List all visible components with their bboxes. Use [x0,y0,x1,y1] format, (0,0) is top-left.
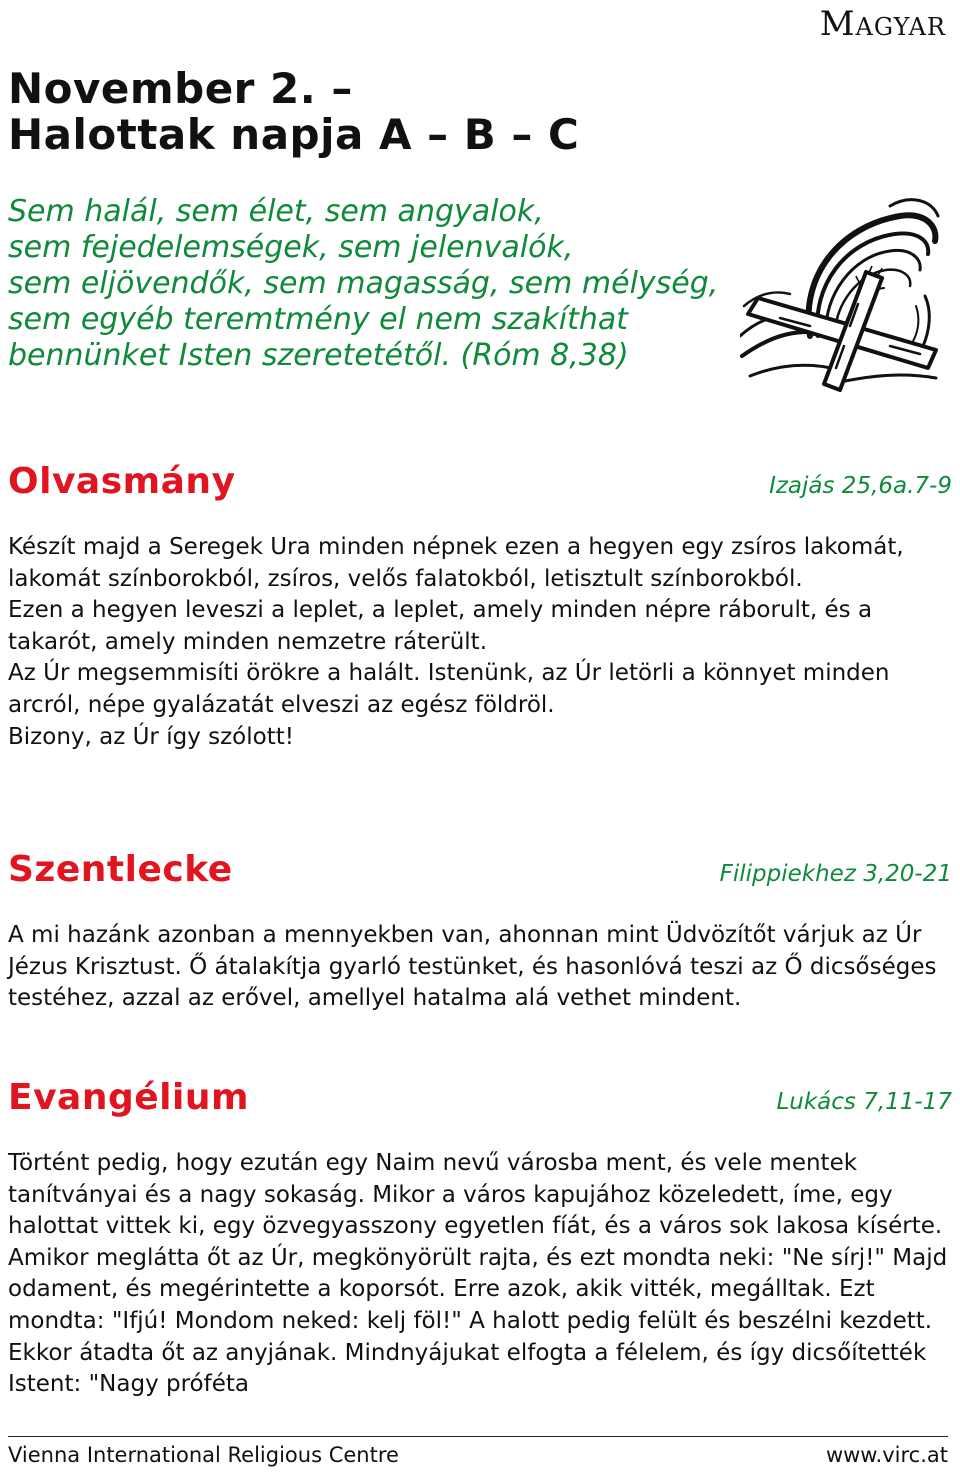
gospel-text [8,1148,952,1401]
reading-paragraph: Ezen a hegyen leveszi a leplet, a leplet, amely minden népre ráborult, és a takarót, amely minden nemzetre ráterült. [8,597,873,655]
footer-website-link[interactable]: www.virc.at [825,1443,948,1467]
epistle-paragraph: A mi hazánk azonban a mennyekben van, ahonnan mint Üdvözítőt várjuk az Úr Jézus Krisztust. Ő átalakítja gyarló testünket, és hasonlóvá teszi az Ő dicsőséges testéhez, azzal az erővel, amellyel hatalma alá vethet mindent. [8,922,937,1012]
reading-paragraph: Az Úr megsemmisíti örökre a halált. Istenünk, az Úr letörli a könnyet minden arcról, népe gyalázatát elveszi az egész földröl. [8,660,890,718]
footer-divider [8,1436,948,1437]
footer-organization: Vienna International Religious Centre [8,1443,399,1467]
reading-paragraph: Készít majd a Seregek Ura minden népnek ezen a hegyen egy zsíros lakomát, lakomát színborokból, zsíros, velős falatokból, letisztult színborokból. [8,534,904,592]
gospel-section-header [8,1072,952,1118]
reading-section-header [8,456,952,502]
reading-text [8,532,952,753]
gospel-title: Evangélium [8,1077,249,1118]
quote-line: sem fejedelemségek, sem jelenvalók, [8,230,574,265]
title-line-feast: Halottak napja A – B – C [8,110,580,159]
reading-paragraph: Bizony, az Úr így szólott! [8,723,294,750]
reading-title: Olvasmány [8,461,236,502]
gospel-reference: Lukács 7,11-17 [776,1089,952,1115]
language-label: Magyar [819,4,946,44]
reading-reference: Izajás 25,6a.7-9 [769,473,952,499]
title-line-date: November 2. – [8,64,353,113]
quote-line: Sem halál, sem élet, sem angyalok, [8,194,544,229]
epistle-reference: Filippiekhez 3,20-21 [719,861,952,887]
quote-line: sem eljövendők, sem magasság, sem mélység, [8,266,719,301]
quote-line: bennünket Isten szeretetétől. (Róm 8,38) [8,338,629,373]
page-title [8,66,768,158]
quote-line: sem egyéb teremtmény el nem szakíthat [8,302,629,337]
cross-illustration [740,186,940,396]
epistle-title: Szentlecke [8,849,233,890]
gospel-paragraph: Történt pedig, hogy ezután egy Naim nevű városba ment, és vele mentek tanítványai és a nagy sokaság. Mikor a város kapujához közeledett, íme, egy halottat vittek ki, egy özvegyasszony egyetlen fíát, és a város sok lakosa kísérte. Amikor meglátta őt az Úr, megkönyörült rajta, és ezt mondta neki: "Ne sírj!" Majd odament, és megérintette a koporsót. Erre azok, akik vitték, megálltak. Ezt mondta: "Ifjú! Mondom neked: kelj föl!" A halott pedig felült és beszélni kezdett. Ekkor átadta őt az anyjának. Mindnyájukat elfogta a félelem, és így dicsőítették Istent: "Nagy próféta [8,1150,948,1398]
epistle-section-header [8,844,952,890]
epistle-text [8,920,952,1015]
scripture-quote [8,194,728,374]
